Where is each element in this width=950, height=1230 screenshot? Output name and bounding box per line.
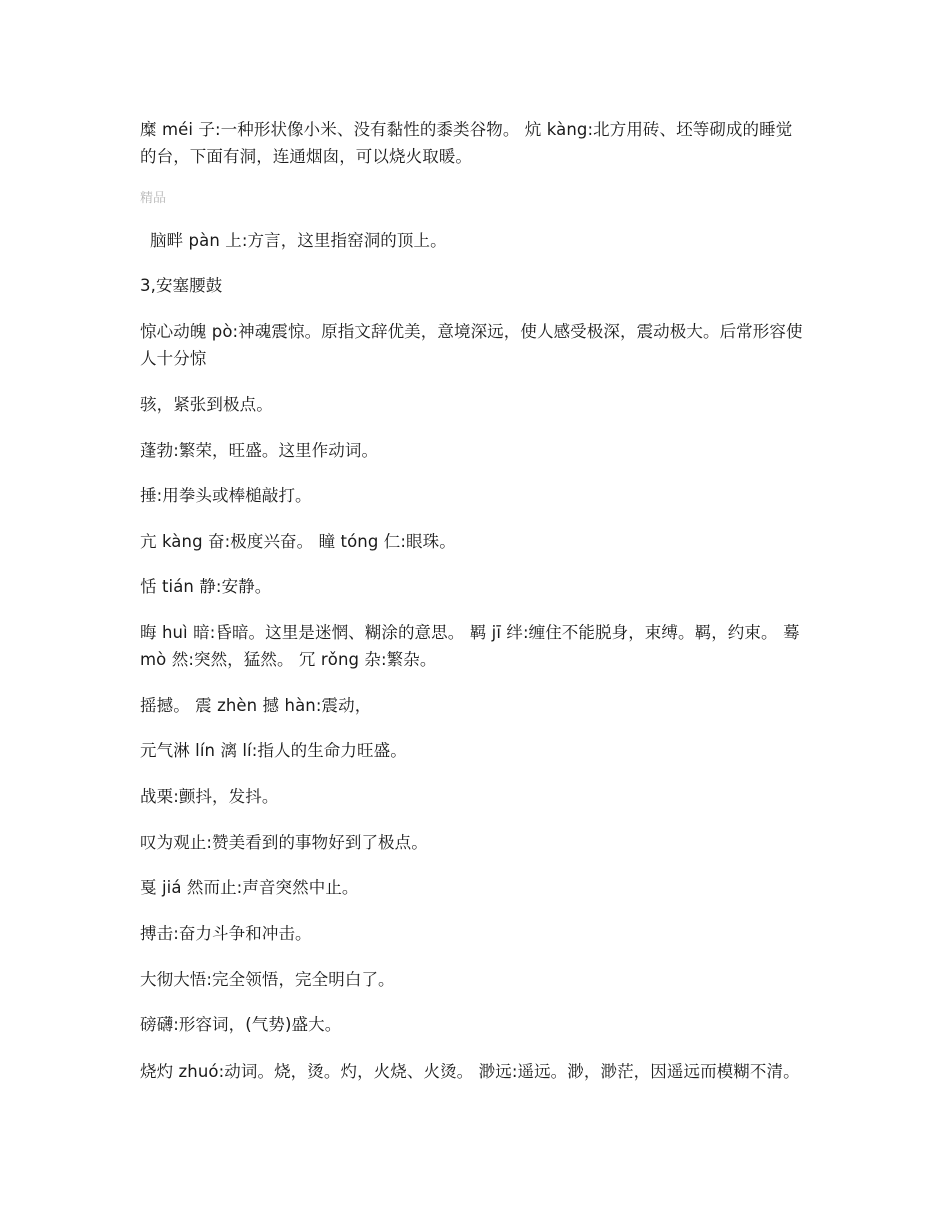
paragraph-chui: 捶:用拳头或棒槌敲打。 xyxy=(140,486,312,505)
paragraph-mizi-kang: 糜 méi 子:一种形状像小米、没有黏性的黍类谷物。 炕 kàng:北方用砖、坯等砌成的睡觉的台，下面有洞，连通烟囱，可以烧火取暖。 xyxy=(140,120,793,166)
paragraph-tanwei-guanzhi: 叹为观止:赞美看到的事物好到了极点。 xyxy=(140,833,428,852)
paragraph-dache-dawu: 大彻大悟:完全领悟，完全明白了。 xyxy=(140,970,395,989)
paragraph-hai: 骇，紧张到极点。 xyxy=(140,395,273,414)
paragraph-jingxin-dongpo: 惊心动魄 pò:神魂震惊。原指文辞优美，意境深远，使人感受极深，震动极大。后常形容使人十分惊 xyxy=(140,322,803,368)
paragraph-yuanqi-linli: 元气淋 lín 漓 lí:指人的生命力旺盛。 xyxy=(140,741,407,760)
paragraph-tianjing: 恬 tián 静:安静。 xyxy=(140,577,272,596)
paragraph-boji: 搏击:奋力斗争和冲击。 xyxy=(140,924,312,943)
paragraph-pengbo: 蓬勃:繁荣，旺盛。这里作动词。 xyxy=(140,441,379,460)
paragraph-jiaran-erzhi: 戛 jiá 然而止:声音突然中止。 xyxy=(140,878,359,897)
paragraph-yaohan: 摇撼。 震 zhèn 撼 hàn:震动， xyxy=(140,696,372,715)
paragraph-pangbo: 磅礴:形容词，(气势)盛大。 xyxy=(140,1015,342,1034)
paragraph-zhanli: 战栗:颤抖，发抖。 xyxy=(140,787,279,806)
watermark-label: 精品 xyxy=(140,191,167,206)
paragraph-huian: 晦 huì 暗:昏暗。这里是迷惘、糊涂的意思。 羁 jī 绊:缠住不能脱身，束缚。羁，约束。 蓦 mò 然:突然，猛然。 冗 rǒng 杂:繁杂。 xyxy=(140,623,800,669)
paragraph-kangfen: 亢 kàng 奋:极度兴奋。 瞳 tóng 仁:眼珠。 xyxy=(140,532,456,551)
section-heading-ansai-yaogu: 3,安塞腰鼓 xyxy=(140,276,223,295)
paragraph-naopan: 脑畔 pàn 上:方言，这里指窑洞的顶上。 xyxy=(150,231,447,250)
paragraph-shaozhuo-miaoyuan: 烧灼 zhuó:动词。烧，烫。灼，火烧、火烫。 渺远:遥远。渺，渺茫，因遥远而模糊不清。 xyxy=(140,1062,800,1081)
